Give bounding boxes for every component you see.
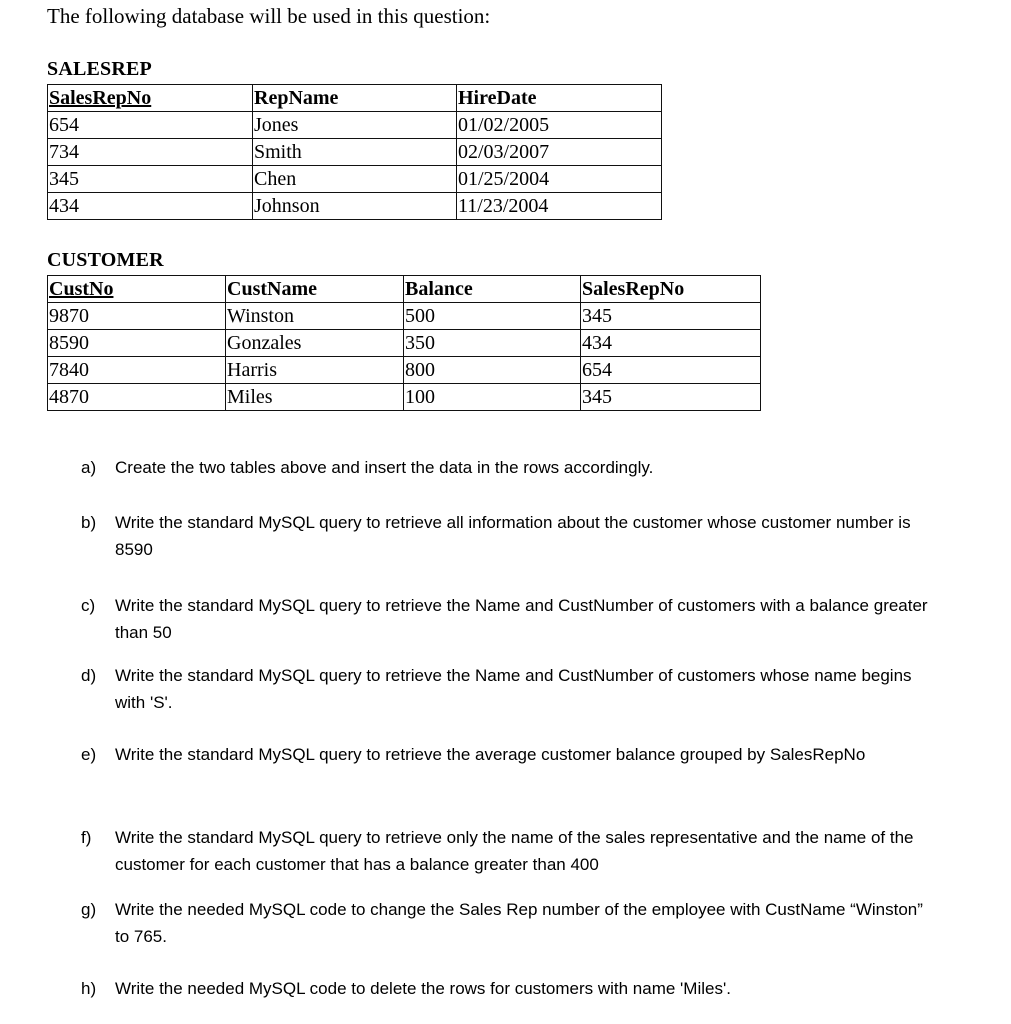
column-header-custname: CustName: [226, 276, 404, 303]
column-header-repname: RepName: [253, 85, 457, 112]
question-text: Write the needed MySQL code to delete the rows for customers with name 'Miles'.: [115, 979, 731, 998]
question-f: [81, 824, 941, 878]
table-cell: 434: [581, 330, 761, 357]
question-c: [81, 592, 941, 646]
table-cell: 9870: [48, 303, 226, 330]
table-cell: 500: [404, 303, 581, 330]
table-cell: 345: [581, 303, 761, 330]
column-header-custno: CustNo: [48, 276, 226, 303]
question-label: g): [81, 900, 97, 919]
table-cell: Miles: [226, 384, 404, 411]
table-cell: Winston: [226, 303, 404, 330]
question-text: Write the standard MySQL query to retrieve all information about the customer whose customer number is 8590: [115, 513, 911, 559]
column-header-salesrepno: SalesRepNo: [48, 85, 253, 112]
table-cell: Johnson: [253, 193, 457, 220]
column-header-balance: Balance: [404, 276, 581, 303]
question-label: d): [81, 666, 97, 685]
table-cell: 02/03/2007: [457, 139, 662, 166]
table-row: [48, 303, 761, 330]
question-b: [81, 509, 941, 563]
table-cell: Harris: [226, 357, 404, 384]
question-text: Write the standard MySQL query to retrieve the Name and CustNumber of customers with a balance greater than 50: [115, 596, 928, 642]
table-cell: Chen: [253, 166, 457, 193]
salesrep-title: SALESREP: [47, 58, 152, 80]
question-e: [81, 741, 941, 768]
table-row: [48, 112, 662, 139]
table-row: [48, 193, 662, 220]
table-cell: Gonzales: [226, 330, 404, 357]
question-g: [81, 896, 941, 950]
customer-title: CUSTOMER: [47, 249, 164, 271]
intro-text: The following database will be used in this question:: [47, 4, 491, 28]
column-header-hiredate: HireDate: [457, 85, 662, 112]
question-a: [81, 454, 941, 481]
column-header-salesrepno: SalesRepNo: [581, 276, 761, 303]
question-h: [81, 975, 941, 1002]
question-text: Write the standard MySQL query to retrieve the average customer balance grouped by SalesRepNo: [115, 745, 866, 764]
table-cell: 01/25/2004: [457, 166, 662, 193]
table-cell: 345: [581, 384, 761, 411]
table-cell: 345: [48, 166, 253, 193]
question-label: c): [81, 596, 96, 615]
question-d: [81, 662, 941, 716]
table-cell: 654: [48, 112, 253, 139]
question-label: e): [81, 745, 97, 764]
table-cell: 350: [404, 330, 581, 357]
question-label: a): [81, 458, 97, 477]
table-cell: 8590: [48, 330, 226, 357]
table-cell: 434: [48, 193, 253, 220]
question-text: Write the standard MySQL query to retrieve the Name and CustNumber of customers whose name begins with 'S'.: [115, 666, 912, 712]
table-cell: 800: [404, 357, 581, 384]
customer-table: [47, 275, 761, 411]
table-cell: 734: [48, 139, 253, 166]
question-label: h): [81, 979, 97, 998]
salesrep-table: [47, 84, 662, 220]
table-cell: 100: [404, 384, 581, 411]
table-row: [48, 357, 761, 384]
table-row: [48, 330, 761, 357]
table-row: [48, 166, 662, 193]
table-header-row: [48, 85, 662, 112]
question-text: Write the needed MySQL code to change the Sales Rep number of the employee with CustName “Winston” to 765.: [115, 900, 923, 946]
table-row: [48, 384, 761, 411]
question-label: b): [81, 513, 97, 532]
table-cell: 4870: [48, 384, 226, 411]
table-cell: 01/02/2005: [457, 112, 662, 139]
table-cell: 11/23/2004: [457, 193, 662, 220]
table-header-row: [48, 276, 761, 303]
table-cell: Jones: [253, 112, 457, 139]
table-cell: 654: [581, 357, 761, 384]
question-text: Create the two tables above and insert the data in the rows accordingly.: [115, 458, 654, 477]
table-cell: Smith: [253, 139, 457, 166]
question-label: f): [81, 828, 92, 847]
question-text: Write the standard MySQL query to retrieve only the name of the sales representative and the name of the customer for each customer that has a balance greater than 400: [115, 828, 914, 874]
table-row: [48, 139, 662, 166]
table-cell: 7840: [48, 357, 226, 384]
